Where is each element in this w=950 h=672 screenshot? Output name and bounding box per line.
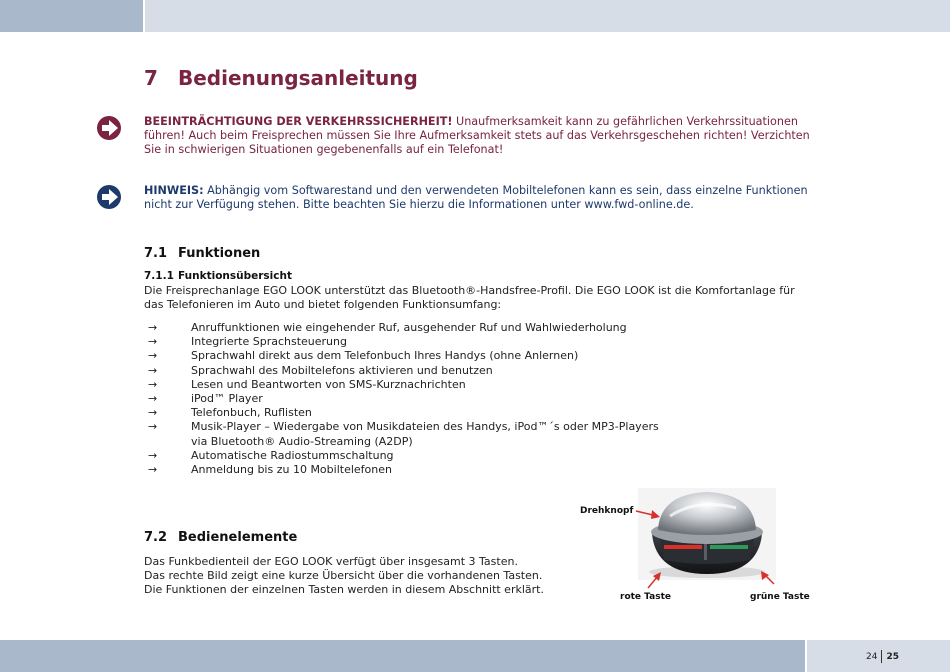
list-item: → iPod™ Player <box>148 392 263 406</box>
list-item: → Sprachwahl direkt aus dem Telefonbuch Ihres Handys (ohne Anlernen) <box>148 349 579 363</box>
section-title: Funktionen <box>178 246 261 261</box>
arrow-bullet-icon: → <box>148 392 158 406</box>
page-number-left: 24 <box>866 651 878 662</box>
list-item: → Sprachwahl des Mobiltelefons aktivieren und benutzen <box>148 363 493 377</box>
section-number: 7.1 <box>144 246 168 261</box>
chapter-number: 7 <box>144 66 158 90</box>
arrow-right-circle-icon <box>97 185 121 209</box>
arrow-bullet-icon: → <box>148 377 158 391</box>
page-number-right: 25 <box>886 651 899 662</box>
arrow-bullet-icon: → <box>148 363 158 377</box>
function-list <box>148 321 661 477</box>
section-heading-controls <box>144 530 297 545</box>
arrow-bullet-icon: → <box>148 463 158 477</box>
chapter-title: Bedienungsanleitung <box>178 66 418 90</box>
hint-notice <box>144 184 824 212</box>
hint-text: Abhängig vom Softwarestand und den verwendeten Mobiltelefonen kann es sein, dass einzelne Funktionen nicht zur Verfügung stehen. Bitte beachten Sie hierzu die Informationen unter www.fwd-online.de. <box>144 184 808 211</box>
arrow-right-circle-icon <box>97 116 121 140</box>
list-item: → Anmeldung bis zu 10 Mobiltelefonen <box>148 463 392 477</box>
arrow-bullet-icon: → <box>148 321 158 334</box>
section-heading-functions <box>144 246 260 261</box>
arrow-bullet-icon: → <box>148 448 158 462</box>
warning-text: Unaufmerksamkeit kann zu gefährlichen Verkehrssituationen führen! Auch beim Freisprechen müssen Sie Ihre Aufmerksamkeit stets auf das Verkehrsgeschehen richten! Verzichten Sie in schwierigen Situationen gegebenenfalls auf ein Telefonat! <box>144 115 810 156</box>
label-green-button: grüne Taste <box>750 592 810 602</box>
control-unit-photo <box>638 488 776 580</box>
text-line: Das rechte Bild zeigt eine kurze Übersicht über die vorhandenen Tasten. <box>144 569 543 582</box>
footer-bar-left <box>0 640 805 672</box>
arrow-bullet-icon: → <box>148 349 158 363</box>
chapter-heading <box>144 66 418 90</box>
text-line: Die Funktionen der einzelnen Tasten werden in diesem Abschnitt erklärt. <box>144 583 544 596</box>
arrow-bullet-icon: → <box>148 335 158 349</box>
text-line: Das Funkbedienteil der EGO LOOK verfügt über insgesamt 3 Tasten. <box>144 555 518 568</box>
subsection-number: 7.1.1 <box>144 270 174 282</box>
functions-intro: Die Freisprechanlage EGO LOOK unterstützt das Bluetooth®-Handsfree-Profil. Die EGO LOOK ist die Komfortanlage für das Telefonieren im Auto und bietet folgenden Funktionsumfang: <box>144 284 795 311</box>
arrow-bullet-icon: → <box>148 420 158 434</box>
list-item: → Automatische Radiostummschaltung <box>148 448 394 462</box>
section-number: 7.2 <box>144 530 168 545</box>
page-number-separator <box>881 650 882 663</box>
header-bar-left <box>0 0 143 32</box>
subsection-title: Funktionsübersicht <box>178 270 292 282</box>
label-red-button: rote Taste <box>620 592 671 602</box>
arrow-bullet-icon: → <box>148 406 158 420</box>
list-item: → Musik-Player – Wiedergabe von Musikdateien des Handys, iPod™´s oder MP3-Players via Bluetooth® Audio-Streaming (A2DP) <box>148 420 659 448</box>
label-drehknopf: Drehknopf <box>580 506 634 516</box>
list-item: → Integrierte Sprachsteuerung <box>148 335 347 349</box>
subsection-heading <box>144 270 292 282</box>
list-item: → Anruffunktionen wie eingehender Ruf, ausgehender Ruf und Wahlwiederholung <box>148 321 627 334</box>
hint-label: HINWEIS: <box>144 184 204 197</box>
section-title: Bedienelemente <box>178 530 298 545</box>
list-item: → Telefonbuch, Ruflisten <box>148 406 312 420</box>
header-bar-right <box>145 0 950 32</box>
page-numbers <box>866 650 899 663</box>
warning-notice <box>144 115 824 157</box>
warning-label: BEEINTRÄCHTIGUNG DER VERKEHRSSICHERHEIT! <box>144 115 453 128</box>
list-item: → Lesen und Beantworten von SMS-Kurznachrichten <box>148 377 466 391</box>
